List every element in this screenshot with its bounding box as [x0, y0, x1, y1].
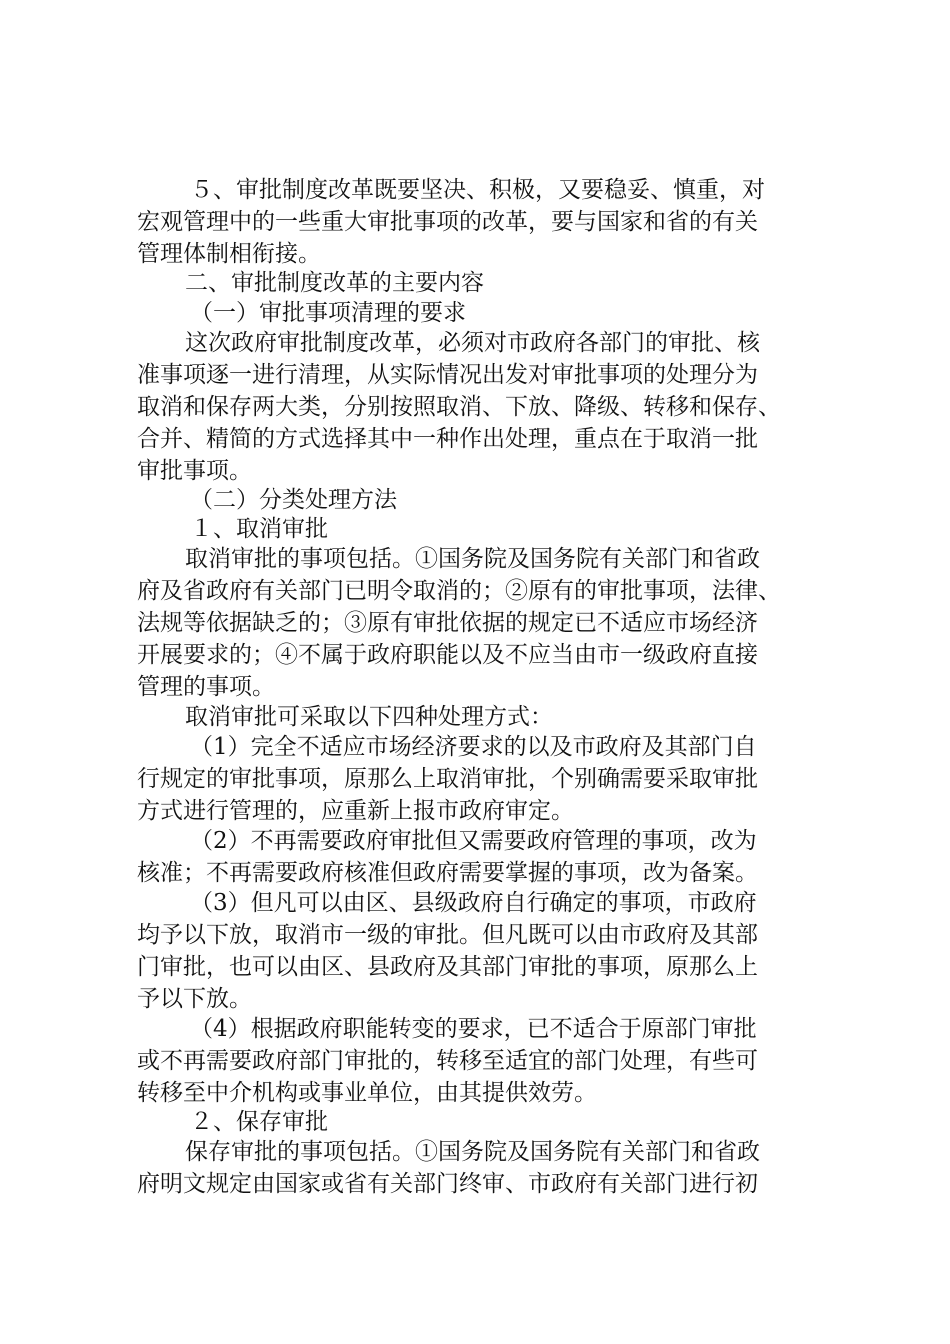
- paragraph-line: 审批事项。: [137, 458, 252, 484]
- paragraph-line: 均予以下放，取消市一级的审批。但凡既可以由市政府及其部: [137, 922, 758, 948]
- paragraph-line: 或不再需要政府部门审批的，转移至适宜的部门处理，有些可: [137, 1048, 758, 1074]
- paragraph-line: 门审批，也可以由区、县政府及其部门审批的事项，原那么上: [137, 954, 758, 980]
- paragraph-line: 准事项逐一进行清理，从实际情况出发对审批事项的处理分为: [137, 362, 758, 388]
- paragraph-line: 取消和保存两大类，分别按照取消、下放、降级、转移和保存、: [137, 394, 781, 420]
- subsection-heading: （二）分类处理方法: [190, 487, 397, 513]
- paragraph-line: 管理体制相衔接。: [137, 241, 321, 267]
- item-heading: ２、保存审批: [190, 1109, 328, 1135]
- paragraph-line: 府及省政府有关部门已明令取消的；②原有的审批事项，法律、: [137, 578, 781, 604]
- paragraph-line: 转移至中介机构或事业单位，由其提供效劳。: [137, 1080, 597, 1106]
- paragraph-line: 合并、精简的方式选择其中一种作出处理，重点在于取消一批: [137, 426, 758, 452]
- paragraph-line: 取消审批可采取以下四种处理方式：: [185, 704, 553, 730]
- item-heading: １、取消审批: [190, 516, 328, 542]
- paragraph-line: 开展要求的；④不属于政府职能以及不应当由市一级政府直接: [137, 642, 758, 668]
- paragraph-line: （4）根据政府职能转变的要求，已不适合于原部门审批: [190, 1016, 757, 1042]
- paragraph-line: 府明文规定由国家或省有关部门终审、市政府有关部门进行初: [137, 1171, 758, 1197]
- paragraph-line: 取消审批的事项包括。①国务院及国务院有关部门和省政: [185, 546, 760, 572]
- paragraph-line: （1）完全不适应市场经济要求的以及市政府及其部门自: [190, 734, 757, 760]
- paragraph-line: 宏观管理中的一些重大审批事项的改革，要与国家和省的有关: [137, 209, 758, 235]
- paragraph-line: 法规等依据缺乏的；③原有审批依据的规定已不适应市场经济: [137, 610, 758, 636]
- section-heading: 二、审批制度改革的主要内容: [185, 270, 484, 296]
- paragraph-line: 核准；不再需要政府核准但政府需要掌握的事项，改为备案。: [137, 860, 758, 886]
- paragraph-line: ５、审批制度改革既要坚决、积极，又要稳妥、慎重，对: [190, 177, 765, 203]
- paragraph-line: 行规定的审批事项，原那么上取消审批，个别确需要采取审批: [137, 766, 758, 792]
- paragraph-line: 管理的事项。: [137, 674, 275, 700]
- paragraph-line: 保存审批的事项包括。①国务院及国务院有关部门和省政: [185, 1139, 760, 1165]
- paragraph-line: （3）但凡可以由区、县级政府自行确定的事项，市政府: [190, 890, 757, 916]
- subsection-heading: （一）审批事项清理的要求: [190, 300, 466, 326]
- paragraph-line: 方式进行管理的，应重新上报市政府审定。: [137, 798, 574, 824]
- paragraph-line: 予以下放。: [137, 986, 252, 1012]
- paragraph-line: （2）不再需要政府审批但又需要政府管理的事项，改为: [190, 828, 757, 854]
- paragraph-line: 这次政府审批制度改革，必须对市政府各部门的审批、核: [185, 330, 760, 356]
